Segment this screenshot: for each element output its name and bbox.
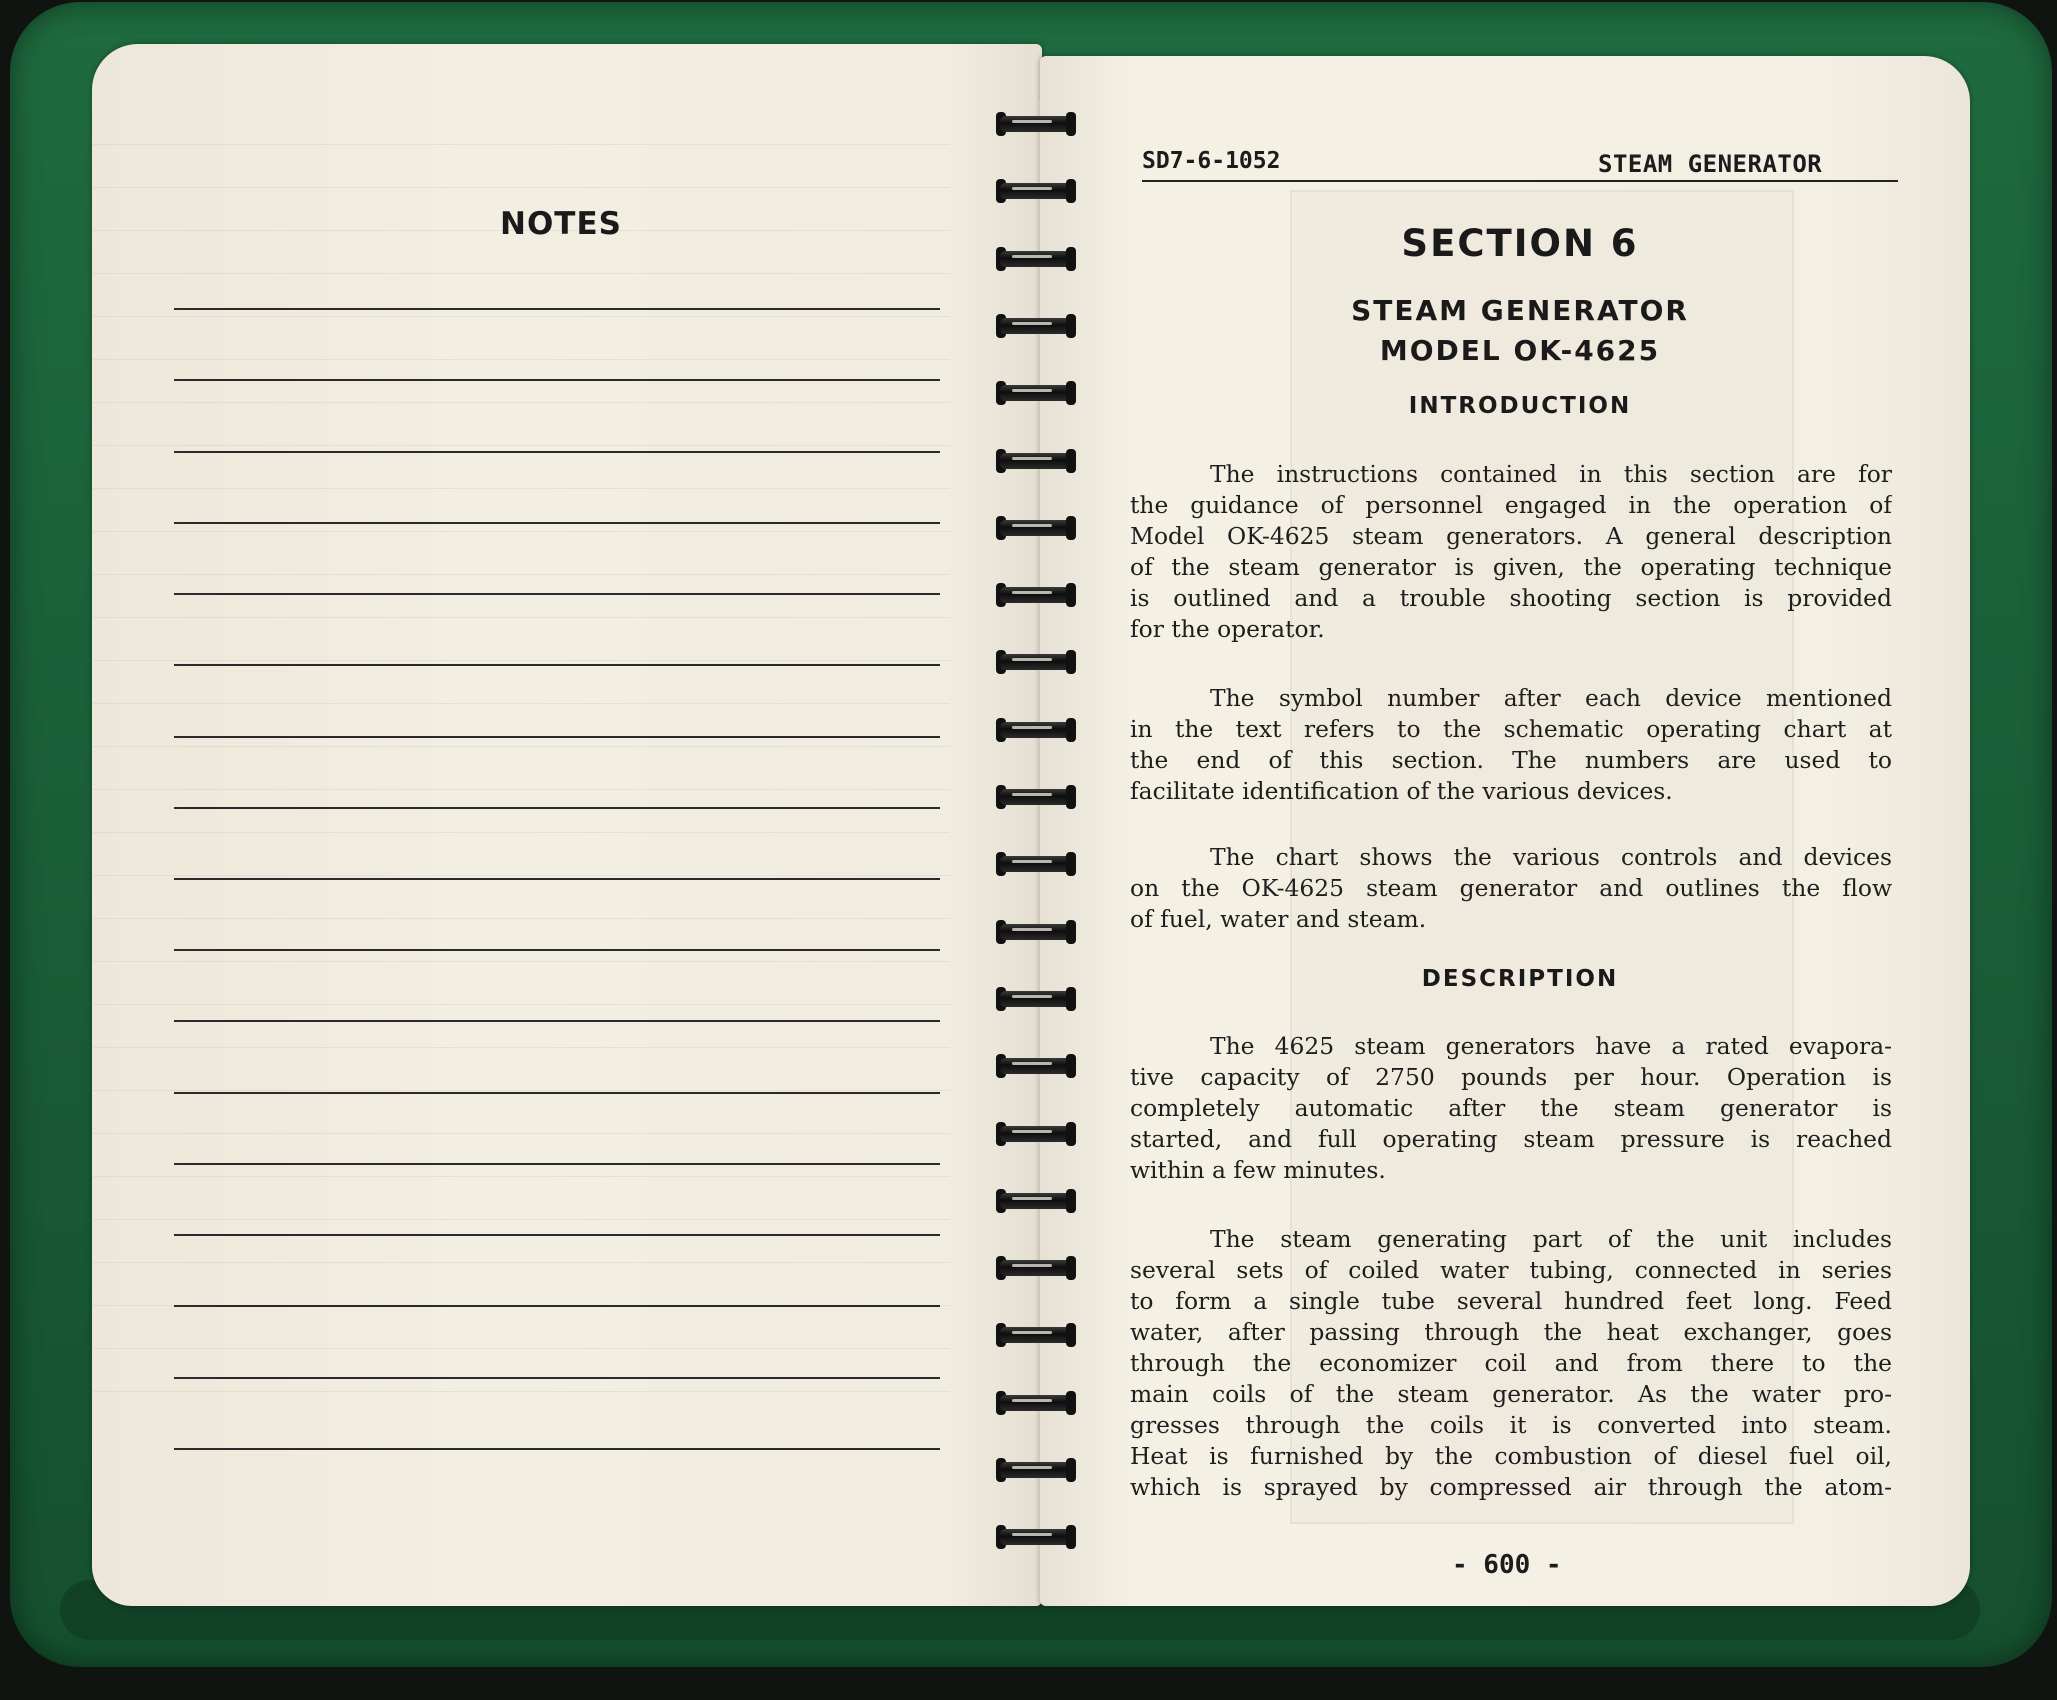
- text-line: started, and full operating steam pressure is reached: [1130, 1125, 1892, 1153]
- section-subtitle: STEAM GENERATOR: [1351, 294, 1689, 327]
- note-line: [174, 379, 940, 381]
- text-line: water, after passing through the heat exchanger, goes: [1130, 1318, 1892, 1346]
- binding-coil: [996, 447, 1076, 477]
- text-line: on the OK-4625 steam generator and outlines the flow: [1130, 874, 1892, 902]
- text-line: several sets of coiled water tubing, connected in series: [1130, 1256, 1892, 1284]
- binding-coil: [996, 1254, 1076, 1284]
- text-line: The steam generating part of the unit includes: [1210, 1225, 1892, 1253]
- note-line: [174, 1163, 940, 1165]
- text-line: in the text refers to the schematic operating chart at: [1130, 715, 1892, 743]
- text-line: tive capacity of 2750 pounds per hour. Operation is: [1130, 1063, 1892, 1091]
- binding-coil: [996, 1052, 1076, 1082]
- binding-coil: [996, 1120, 1076, 1150]
- text-line: Model OK-4625 steam generators. A general description: [1130, 522, 1892, 550]
- note-line: [174, 1448, 940, 1450]
- header-rule: [1142, 180, 1898, 182]
- notes-title: NOTES: [500, 206, 622, 242]
- binding-coil: [996, 312, 1076, 342]
- text-line: to form a single tube several hundred feet long. Feed: [1130, 1287, 1892, 1315]
- note-line: [174, 664, 940, 666]
- binding-coil: [996, 1321, 1076, 1351]
- text-line: within a few minutes.: [1130, 1156, 1386, 1184]
- text-line: gresses through the coils it is converted into steam.: [1130, 1411, 1892, 1439]
- text-line: The 4625 steam generators have a rated evapora-: [1210, 1032, 1892, 1060]
- note-line: [174, 1020, 940, 1022]
- text-line: The instructions contained in this section are for: [1210, 460, 1892, 488]
- text-line: Heat is furnished by the combustion of diesel fuel oil,: [1130, 1442, 1892, 1470]
- note-line: [174, 878, 940, 880]
- binding-coil: [996, 177, 1076, 207]
- binding-coil: [996, 783, 1076, 813]
- text-line: through the economizer coil and from there to the: [1130, 1349, 1892, 1377]
- binding-coil: [996, 245, 1076, 275]
- text-line: which is sprayed by compressed air through the atom-: [1130, 1473, 1892, 1501]
- note-line: [174, 593, 940, 595]
- binding-coil: [996, 716, 1076, 746]
- binding-coil: [996, 1187, 1076, 1217]
- show-through-text: [90, 110, 950, 1510]
- note-line: [174, 1377, 940, 1379]
- intro-paragraph-2: [1130, 683, 1892, 807]
- document-code: SD7-6-1052: [1142, 148, 1281, 174]
- note-line: [174, 949, 940, 951]
- binding-coil: [996, 918, 1076, 948]
- text-line: is outlined and a trouble shooting section is provided: [1130, 584, 1892, 612]
- text-line: of the steam generator is given, the operating technique: [1130, 553, 1892, 581]
- text-line: facilitate identification of the various devices.: [1130, 777, 1673, 805]
- binding-coil: [996, 581, 1076, 611]
- intro-paragraph-3: [1130, 842, 1892, 935]
- description-paragraph-1: [1130, 1031, 1892, 1186]
- text-line: The symbol number after each device mentioned: [1210, 684, 1892, 712]
- introduction-heading: INTRODUCTION: [1408, 393, 1632, 419]
- note-line: [174, 1234, 940, 1236]
- text-line: the end of this section. The numbers are used to: [1130, 746, 1892, 774]
- note-line: [174, 522, 940, 524]
- description-heading: DESCRIPTION: [1421, 966, 1619, 992]
- text-line: of fuel, water and steam.: [1130, 905, 1427, 933]
- binding-coil: [996, 379, 1076, 409]
- description-paragraph-2: [1130, 1224, 1892, 1503]
- note-line: [174, 308, 940, 310]
- note-line: [174, 1305, 940, 1307]
- note-line: [174, 807, 940, 809]
- intro-paragraph-1: [1130, 459, 1892, 645]
- section-title: SECTION 6: [1401, 222, 1639, 265]
- binding-coil: [996, 648, 1076, 678]
- text-line: for the operator.: [1130, 615, 1325, 643]
- binding-coil: [996, 1456, 1076, 1486]
- text-line: The chart shows the various controls and devices: [1210, 843, 1892, 871]
- text-line: the guidance of personnel engaged in the operation of: [1130, 491, 1892, 519]
- running-header: STEAM GENERATOR: [1598, 150, 1823, 178]
- note-line: [174, 1092, 940, 1094]
- spiral-binding: [996, 100, 1078, 1560]
- note-line: [174, 451, 940, 453]
- text-line: main coils of the steam generator. As the water pro-: [1130, 1380, 1892, 1408]
- note-line: [174, 736, 940, 738]
- binding-coil: [996, 1523, 1076, 1553]
- binding-coil: [996, 985, 1076, 1015]
- binding-coil: [996, 514, 1076, 544]
- binding-coil: [996, 110, 1076, 140]
- page-number: - 600 -: [1452, 1550, 1562, 1580]
- model-subtitle: MODEL OK-4625: [1379, 334, 1661, 367]
- text-line: completely automatic after the steam generator is: [1130, 1094, 1892, 1122]
- binding-coil: [996, 850, 1076, 880]
- binding-coil: [996, 1389, 1076, 1419]
